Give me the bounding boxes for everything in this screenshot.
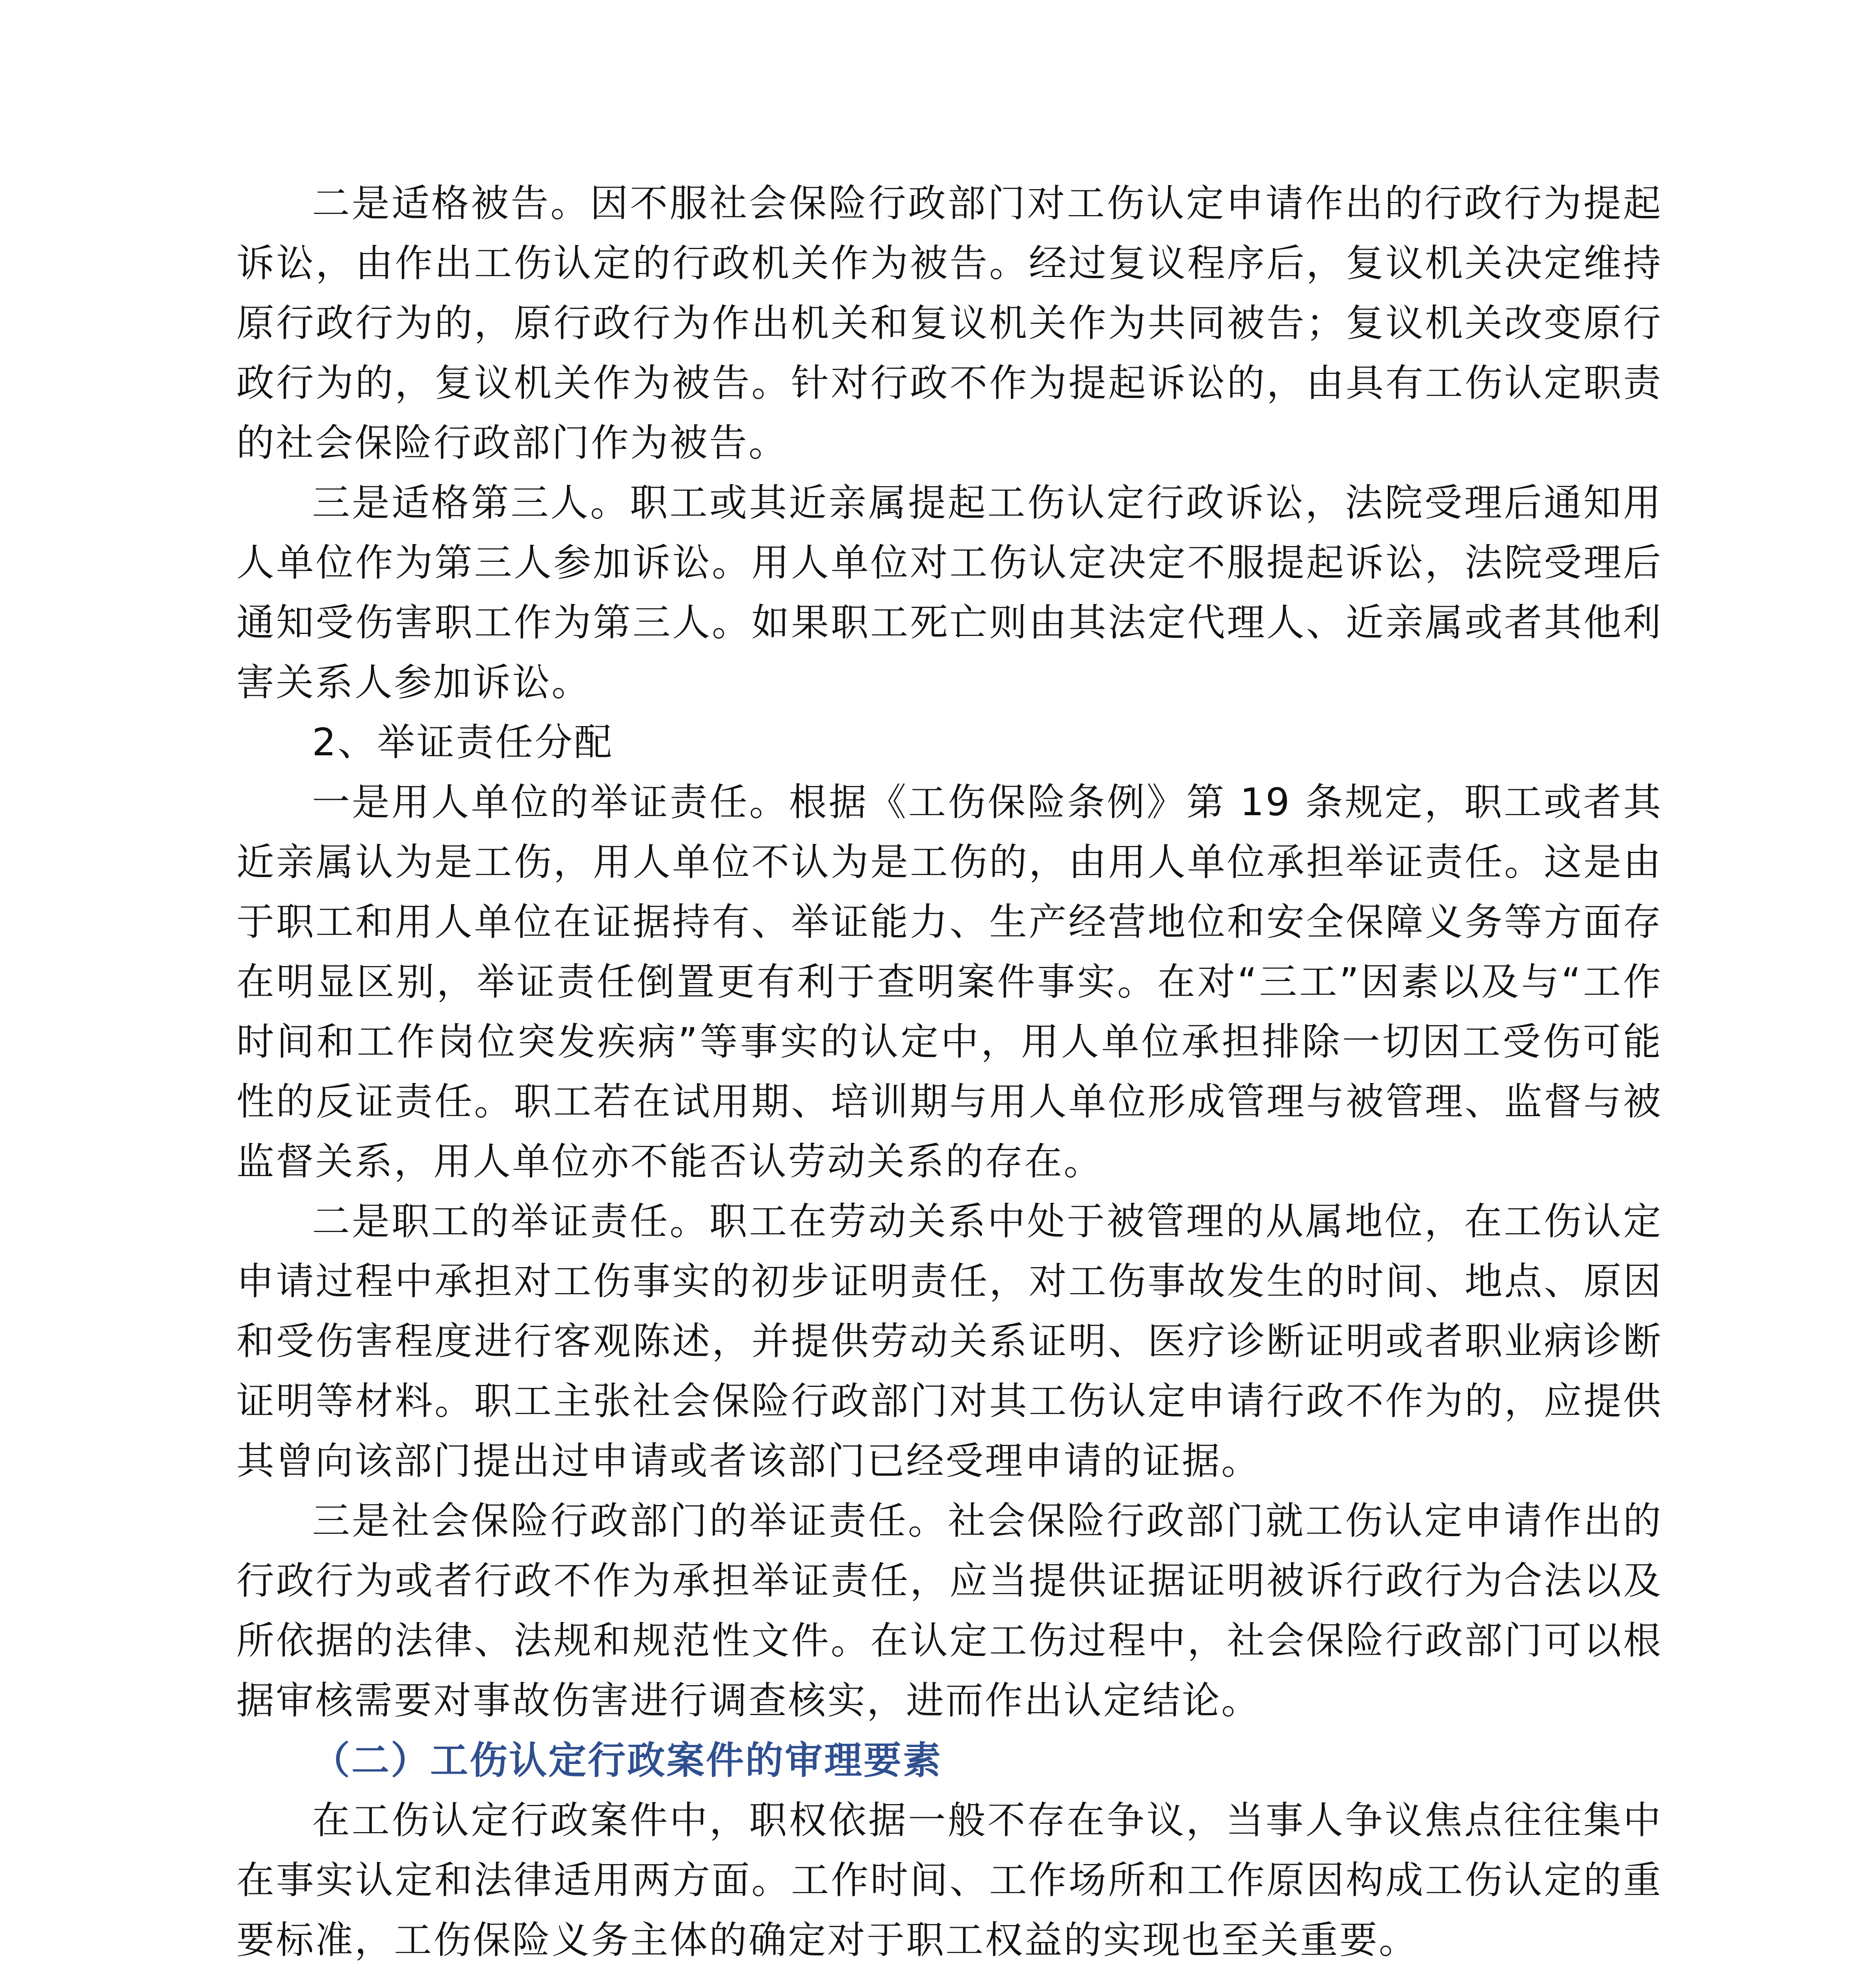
paragraph-defendant: 二是适格被告。因不服社会保险行政部门对工伤认定申请作出的行政行为提起诉讼，由作出工伤认定的行政机关作为被告。经过复议程序后，复议机关决定维持原行政行为的，原行政行为作出机关和复议机关作为共同被告；复议机关改变原行政行为的，复议机关作为被告。针对行政不作为提起诉讼的，由具有工伤认定职责的社会保险行政部门作为被告。 xyxy=(236,181,1662,465)
paragraph-department-burden: 三是社会保险行政部门的举证责任。社会保险行政部门就工伤认定申请作出的行政行为或者行政不作为承担举证责任，应当提供证据证明被诉行政行为合法以及所依据的法律、法规和规范性文件。在认定工伤过程中，社会保险行政部门可以根据审核需要对事故伤害进行调查核实，进而作出认定结论。 xyxy=(236,1499,1662,1723)
paragraph-employer-burden: 一是用人单位的举证责任。根据《工伤保险条例》第 19 条规定，职工或者其近亲属认为是工伤，用人单位不认为是工伤的，由用人单位承担举证责任。这是由于职工和用人单位在证据持有、举证能力、生产经营地位和安全保障义务等方面存在明显区别，举证责任倒置更有利于查明案件事实。在对“三工”因素以及与“工作时间和工作岗位突发疾病”等事实的认定中，用人单位承担排除一切因工受伤可能性的反证责任。职工若在试用期、培训期与用人单位形成管理与被管理、监督与被监督关系，用人单位亦不能否认劳动关系的存在。 xyxy=(236,780,1662,1184)
subheading-burden-of-proof: 2、举证责任分配 xyxy=(312,720,614,764)
paragraph-third-party: 三是适格第三人。职工或其近亲属提起工伤认定行政诉讼，法院受理后通知用人单位作为第三人参加诉讼。用人单位对工伤认定决定不服提起诉讼，法院受理后通知受伤害职工作为第三人。如果职工死亡则由其法定代理人、近亲属或者其他利害关系人参加诉讼。 xyxy=(236,481,1662,704)
document-body xyxy=(236,173,1662,1970)
paragraph-review-elements: 在工伤认定行政案件中，职权依据一般不存在争议，当事人争议焦点往往集中在事实认定和法律适用两方面。工作时间、工作场所和工作原因构成工伤认定的重要标准，工伤保险义务主体的确定对于职工权益的实现也至关重要。 xyxy=(236,1798,1662,1962)
paragraph-employee-burden: 二是职工的举证责任。职工在劳动关系中处于被管理的从属地位，在工伤认定申请过程中承担对工伤事实的初步证明责任，对工伤事故发生的时间、地点、原因和受伤害程度进行客观陈述，并提供劳动关系证明、医疗诊断证明或者职业病诊断证明等材料。职工主张社会保险行政部门对其工伤认定申请行政不作为的，应提供其曾向该部门提出过申请或者该部门已经受理申请的证据。 xyxy=(236,1199,1662,1483)
section-heading: （二）工伤认定行政案件的审理要素 xyxy=(312,1738,942,1782)
